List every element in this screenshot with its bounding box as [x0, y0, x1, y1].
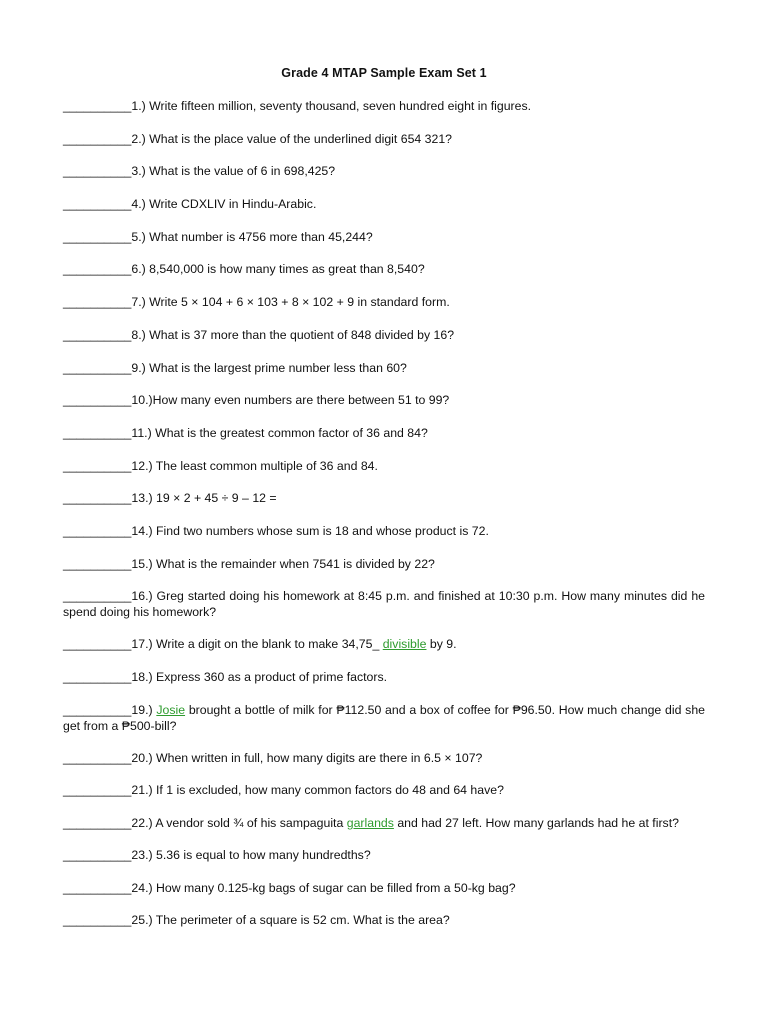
- question-text: Greg started doing his homework at 8:45 p.m. and finished at 10:30 p.m. How many minutes did he spend doing his homework?: [63, 589, 705, 620]
- question-text: What is the remainder when 7541 is divided by 22?: [156, 556, 435, 571]
- hyperlink-garlands[interactable]: garlands: [346, 816, 394, 831]
- answer-blank: __________: [63, 262, 132, 277]
- question-text: How many even numbers are there between 51 to 99?: [152, 393, 450, 408]
- question-text: Write a digit on the blank to make 34,75_: [156, 637, 383, 652]
- answer-blank: __________: [63, 783, 132, 798]
- question-text: The least common multiple of 36 and 84.: [155, 458, 378, 473]
- question-number: 19.): [131, 702, 157, 717]
- question-number: 11.): [131, 425, 156, 440]
- question-text: A vendor sold ¾ of his sampaguita: [155, 816, 347, 831]
- question-item: [63, 458, 705, 474]
- hyperlink-josie[interactable]: Josie: [156, 702, 186, 717]
- question-text: Write fifteen million, seventy thousand, seven hundred eight in figures.: [149, 99, 532, 113]
- answer-blank: __________: [63, 880, 132, 895]
- question-text: The perimeter of a square is 52 cm. What is the area?: [155, 913, 450, 928]
- answer-blank: __________: [63, 360, 132, 375]
- question-number: 20.): [131, 750, 156, 765]
- answer-blank: __________: [63, 327, 132, 342]
- question-number: 2.): [131, 131, 150, 146]
- answer-blank: __________: [63, 750, 132, 765]
- answer-blank: __________: [63, 164, 132, 179]
- question-text: Write 5 × 104 + 6 × 103 + 8 × 102 + 9 in standard form.: [149, 295, 450, 310]
- question-item: [63, 912, 705, 928]
- answer-blank: __________: [63, 556, 132, 571]
- answer-blank: __________: [63, 99, 132, 113]
- question-text: What is the place value of the underlined digit 654 321?: [149, 131, 453, 146]
- answer-blank: __________: [63, 913, 132, 928]
- question-text: What is the value of 6 in 698,425?: [149, 164, 336, 179]
- question-text: How many 0.125-kg bags of sugar can be filled from a 50-kg bag?: [156, 880, 516, 895]
- question-text: Find two numbers whose sum is 18 and whose product is 72.: [156, 523, 489, 538]
- hyperlink-divisible[interactable]: divisible: [382, 637, 427, 652]
- question-number: 12.): [131, 458, 156, 473]
- question-item: [63, 294, 705, 310]
- question-text: What number is 4756 more than 45,244?: [149, 229, 373, 244]
- question-number: 15.): [131, 556, 156, 571]
- question-number: 22.): [131, 816, 156, 831]
- question-number: 7.): [131, 295, 150, 310]
- question-item: [63, 782, 705, 798]
- question-number: 6.): [131, 262, 150, 277]
- question-text: by 9.: [426, 637, 457, 652]
- question-number: 18.): [131, 670, 156, 684]
- answer-blank: __________: [63, 670, 132, 684]
- question-item: [63, 636, 705, 652]
- question-number: 1.): [131, 99, 150, 113]
- question-number: 25.): [131, 913, 156, 928]
- question-text: What is the largest prime number less than 60?: [149, 360, 407, 375]
- answer-blank: __________: [63, 458, 132, 473]
- question-item: [63, 702, 705, 734]
- answer-blank: __________: [63, 295, 132, 310]
- question-text: 5.36 is equal to how many hundredths?: [156, 848, 371, 863]
- question-text: If 1 is excluded, how many common factors do 48 and 64 have?: [156, 783, 504, 798]
- question-item: [63, 163, 705, 179]
- question-item: [63, 327, 705, 343]
- question-text: When written in full, how many digits are there in 6.5 × 107?: [156, 750, 483, 765]
- question-item: [63, 196, 705, 212]
- question-item: [63, 360, 705, 376]
- question-text: brought a bottle of milk for ₱112.50 and a box of coffee for ₱96.50. How much change did she get from a ₱500-bill?: [63, 702, 706, 733]
- answer-blank: __________: [63, 393, 132, 408]
- answer-blank: __________: [63, 702, 132, 717]
- question-text: Express 360 as a product of prime factors.: [156, 670, 388, 684]
- answer-blank: __________: [63, 131, 132, 146]
- question-text: 19 × 2 + 45 ÷ 9 – 12 =: [156, 491, 277, 506]
- answer-blank: __________: [63, 197, 132, 212]
- question-item: [63, 588, 705, 620]
- question-number: 14.): [131, 523, 156, 538]
- answer-blank: __________: [63, 816, 132, 831]
- question-item: [63, 556, 705, 572]
- question-item: [63, 669, 705, 685]
- question-number: 13.): [131, 491, 156, 506]
- answer-blank: __________: [63, 523, 132, 538]
- question-number: 16.): [131, 589, 157, 604]
- question-number: 9.): [131, 360, 150, 375]
- question-number: 21.): [131, 783, 156, 798]
- question-list: [63, 98, 705, 945]
- answer-blank: __________: [63, 848, 132, 863]
- question-item: [63, 229, 705, 245]
- question-number: 5.): [131, 229, 150, 244]
- question-text: What is 37 more than the quotient of 848 divided by 16?: [149, 327, 455, 342]
- question-item: [63, 261, 705, 277]
- question-number: 8.): [131, 327, 150, 342]
- question-item: [63, 392, 705, 408]
- question-item: [63, 490, 705, 506]
- question-text: Write CDXLIV in Hindu-Arabic.: [149, 197, 317, 212]
- question-text: What is the greatest common factor of 36 and 84?: [155, 425, 428, 440]
- question-item: [63, 131, 705, 147]
- answer-blank: __________: [63, 491, 132, 506]
- question-number: 10.): [131, 393, 153, 408]
- page-title: Grade 4 MTAP Sample Exam Set 1: [281, 66, 487, 80]
- answer-blank: __________: [63, 637, 132, 652]
- question-item: [63, 425, 705, 441]
- question-item: [63, 880, 705, 896]
- question-item: [63, 815, 705, 831]
- answer-blank: __________: [63, 589, 132, 604]
- question-item: [63, 98, 705, 114]
- question-number: 17.): [131, 637, 156, 652]
- question-number: 3.): [131, 164, 150, 179]
- question-number: 23.): [131, 848, 156, 863]
- question-item: [63, 750, 705, 766]
- question-number: 24.): [131, 880, 156, 895]
- question-item: [63, 847, 705, 863]
- question-text: 8,540,000 is how many times as great than 8,540?: [149, 262, 425, 277]
- answer-blank: __________: [63, 229, 132, 244]
- question-number: 4.): [131, 197, 150, 212]
- question-text: and had 27 left. How many garlands had he at first?: [393, 816, 679, 831]
- question-item: [63, 523, 705, 539]
- answer-blank: __________: [63, 425, 132, 440]
